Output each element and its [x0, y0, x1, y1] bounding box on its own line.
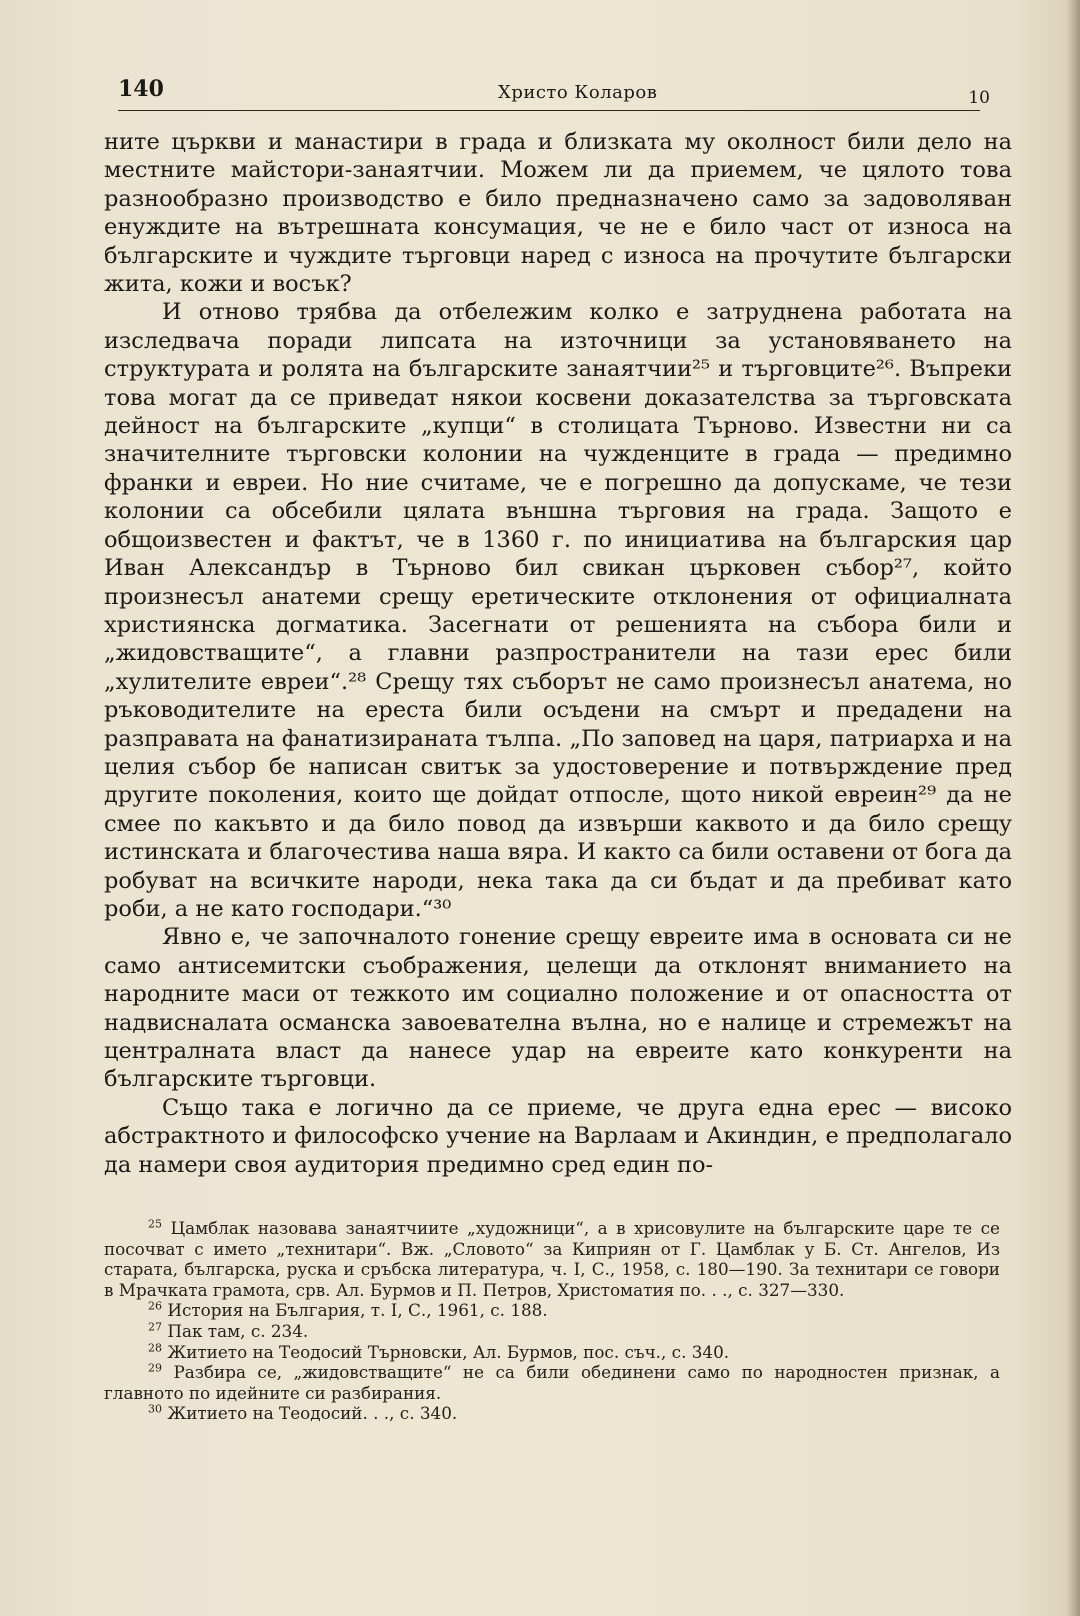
footnote-text: История на България, т. I, С., 1961, с. 188. [167, 1300, 548, 1321]
footnote [104, 1321, 1000, 1342]
footnote [104, 1342, 1000, 1363]
footnote-text: Пак там, с. 234. [167, 1320, 309, 1341]
footnote [104, 1362, 1000, 1403]
footnote [104, 1403, 1000, 1424]
footnote-text: Цамблак назовава занаятчиите „художници“, а в хрисовулите на българските царе те се посочват с името „технитари“. Вж. „Словото“ за Киприян от Г. Цамблак у Б. Ст. Ангелов, Из старата, българска, руска и сръбска литература, ч. I, С., 1958, с. 180—190. За технитари се говори в Мрачката грамота, срв. Ал. Бурмов и П. Петров, Христоматия по. . ., с. 327—330. [104, 1218, 1000, 1300]
footnote-number: 26 [148, 1299, 162, 1313]
footnote-number: 25 [148, 1217, 162, 1231]
footnote [104, 1218, 1000, 1300]
main-text [104, 128, 1012, 1179]
running-title: Христо Коларов [498, 82, 658, 103]
header-divider [118, 110, 980, 111]
footnote [104, 1300, 1000, 1321]
footnotes [104, 1218, 1000, 1424]
paragraph: Явно е, че започналото гонение срещу евреите има в основата си не само антисемитски съображения, целещи да отклонят вниманието на народните маси от тежкото им социално положение и от опасността от надвисналата османска завоевателна вълна, но е налице и стремежът на централната власт да нанесе удар на евреите като конкуренти на българските търговци. [104, 924, 1012, 1093]
page-header [118, 76, 990, 112]
page-edge-shadow [1066, 0, 1080, 1616]
footnote-text: Разбира се, „жидовстващите“ не са били обединени само по народностен признак, а главното по идейните си разбирания. [104, 1362, 1000, 1403]
footnote-number: 27 [148, 1320, 162, 1334]
footnote-text: Житието на Теодосий. . ., с. 340. [167, 1403, 458, 1424]
paragraph: ните църкви и манастири в града и близката му околност били дело на местните майстори-занаятчии. Можем ли да приемем, че цялото това разнообразно производство е било предназначено само за задоволяван енуждите на вътрешната консумация, че не е било част от износа на българските и чуждите търговци наред с износа на прочутите български жита, кожи и восък? [104, 129, 1012, 298]
footnote-number: 30 [148, 1402, 162, 1416]
footnote-text: Житието на Теодосий Търновски, Ал. Бурмов, пос. съч., с. 340. [167, 1341, 730, 1362]
footnote-number: 29 [148, 1361, 162, 1375]
paragraph: Също така е логично да се приеме, че друга една ерес — високо абстрактното и философско учение на Варлаам и Акиндин, е предполагало да намери своя аудитория предимно сред един по- [104, 1094, 1012, 1178]
paragraph: И отново трябва да отбележим колко е затруднена работата на изследвача поради липсата на източници за установяването на структурата и ролята на българските занаятчии²⁵ и търговците²⁶. Въпреки това могат да се приведат някои косвени доказателства за търговската дейност на българските „купци“ в столицата Търново. Известни ни са значителните търговски колонии на чужденците в града — предимно франки и евреи. Но ние считаме, че е погрешно да допускаме, че тези колонии са обсебили цялата външна търговия на града. Защото е общоизвестен и фактът, че в 1360 г. по инициатива на българския цар Иван Александър в Търново бил свикан църковен събор²⁷, който произнесъл анатеми срещу еретическите отклонения от официалната християнска догматика. Засегнати от решенията на събора били и „жидовстващите“, а главни разпространители на тази ерес били „хулителите евреи“.²⁸ Срещу тях съборът не само произнесъл анатема, но ръководителите на ереста били осъдени на смърт и предадени на разправата на фанатизираната тълпа. „По заповед на царя, патриарха и на целия събор бе написан свитък за удостоверение и потвърждение пред другите поколения, които ще дойдат отпосле, щото никой евреин²⁹ да не смее по какъвто и да било повод да извърши каквото и да било срещу истинската и благочестива наша вяра. И както са били оставени от бога да робуват на всичките народи, нека така да си бъдат и да пребиват като роби, а не като господари.“³⁰ [104, 299, 1012, 922]
signature-mark: 10 [968, 88, 990, 108]
footnote-number: 28 [148, 1340, 162, 1354]
page-number: 140 [118, 76, 164, 102]
